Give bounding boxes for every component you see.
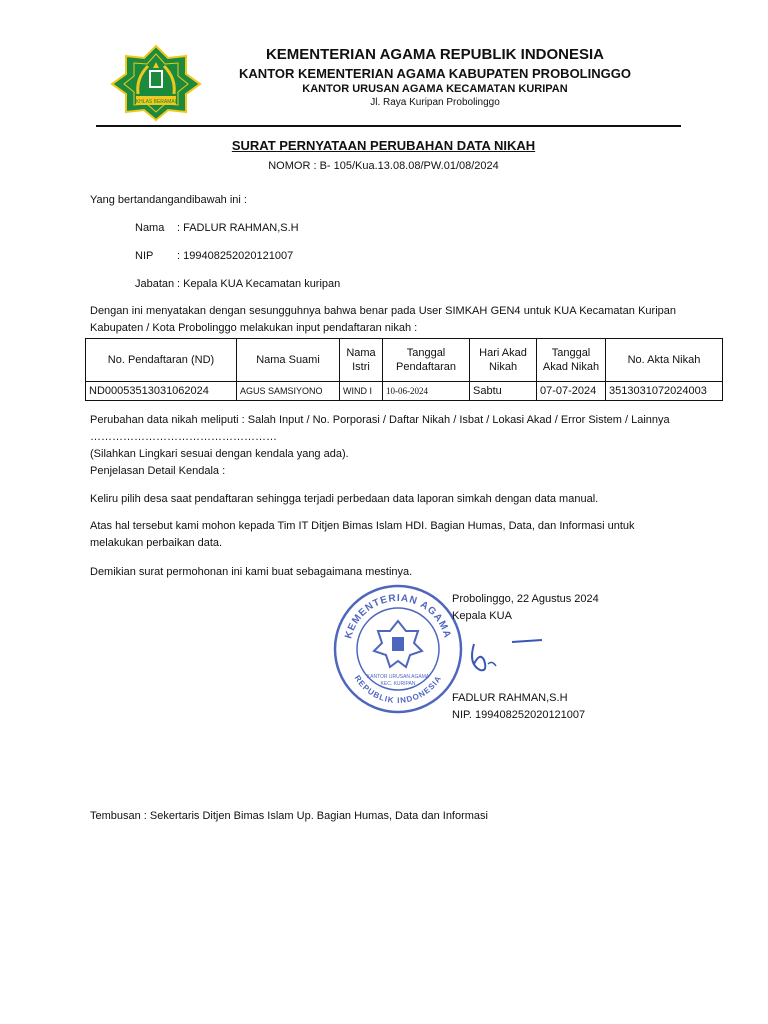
header-divider <box>96 125 681 127</box>
handwritten-signature <box>466 634 556 684</box>
stamp-inner-text: KANTOR URUSAN AGAMA <box>366 674 430 680</box>
cell-registration-date: 10-06-2024 <box>383 382 470 401</box>
header-address: Jl. Raya Kuripan Probolinggo <box>370 97 500 108</box>
signature-nip: NIP. 199408252020121007 <box>452 709 586 721</box>
problem-detail-text: Keliru pilih desa saat pendaftaran sehingga terjadi perbedaan data laporan simkah dengan data manual. <box>90 493 599 505</box>
header-registration-date: Tanggal Pendaftaran <box>383 339 470 382</box>
header-husband-name: Nama Suami <box>237 339 340 382</box>
stamp-top-text: KEMENTERIAN AGAMA <box>343 592 453 640</box>
closing-text: Demikian surat permohonan ini kami buat sebagaimana mestinya. <box>90 566 413 578</box>
table-header-row <box>86 339 723 382</box>
official-stamp <box>332 583 464 715</box>
cell-wedding-day: Sabtu <box>470 382 537 401</box>
signer-position-value: : Kepala KUA Kecamatan kuripan <box>177 278 341 290</box>
table-row <box>86 382 723 401</box>
cell-wife-name: WIND I <box>340 382 383 401</box>
signer-nip-row <box>135 248 293 265</box>
change-scope-text: Perubahan data nikah meliputi : Salah Input / No. Porporasi / Daftar Nikah / Isbat / Lokasi Akad / Error Sistem / Lainnya …………………………………………… <box>90 414 670 443</box>
signer-position-label: Jabatan <box>135 278 175 290</box>
signature-name: FADLUR RAHMAN,S.H <box>452 692 568 704</box>
cell-registration-number: ND00053513031062024 <box>86 382 237 401</box>
signature-position: Kepala KUA <box>452 610 512 622</box>
cell-certificate-number: 3513031072024003 <box>606 382 723 401</box>
circle-instruction: (Silahkan Lingkari sesuai dengan kendala yang ada). <box>90 448 349 460</box>
signature-place-date: Probolinggo, 22 Agustus 2024 <box>452 593 599 605</box>
signer-nip-value: : 199408252020121007 <box>177 250 294 262</box>
stamp-inner-text-2: KEC. KURIPAN <box>380 681 416 687</box>
document-number: NOMOR : B- 105/Kua.13.08.08/PW.01/08/2024 <box>268 160 499 172</box>
carbon-copy-text: Tembusan : Sekertaris Ditjen Bimas Islam Up. Bagian Humas, Data dan Informasi <box>90 810 488 822</box>
signer-name-label: Nama <box>135 222 165 234</box>
logo-text: IKHLAS BERAMAL <box>134 99 178 105</box>
statement-text: Dengan ini menyatakan dengan sesungguhnya bahwa benar pada User SIMKAH GEN4 untuk KUA Kecamatan Kuripan Kabupaten / Kota Probolinggo melakukan input pendaftaran nikah : <box>90 305 676 334</box>
stamp-bottom-text: REPUBLIK INDONESIA <box>352 673 444 706</box>
ministry-logo <box>108 44 204 122</box>
signer-name-value: : FADLUR RAHMAN,S.H <box>177 222 299 234</box>
header-wife-name: Nama Istri <box>340 339 383 382</box>
header-wedding-day: Hari Akad Nikah <box>470 339 537 382</box>
header-wedding-date: Tanggal Akad Nikah <box>537 339 606 382</box>
signer-name-row <box>135 220 299 237</box>
request-text: Atas hal tersebut kami mohon kepada Tim IT Ditjen Bimas Islam HDI. Bagian Humas, Data, dan Informasi untuk melakukan perbaikan data. <box>90 520 635 549</box>
registration-table <box>85 338 723 401</box>
cell-husband-name: AGUS SAMSIYONO <box>237 382 340 401</box>
header-ministry: KEMENTERIAN AGAMA REPUBLIK INDONESIA <box>265 46 605 63</box>
intro-text: Yang bertandangandibawah ini : <box>90 194 247 206</box>
document-title: SURAT PERNYATAAN PERUBAHAN DATA NIKAH <box>231 138 536 153</box>
signer-position-row <box>135 276 340 293</box>
problem-detail-label: Penjelasan Detail Kendala : <box>90 465 226 477</box>
cell-wedding-date: 07-07-2024 <box>537 382 606 401</box>
header-office: KANTOR KEMENTERIAN AGAMA KABUPATEN PROBOLINGGO <box>239 66 631 81</box>
signer-nip-label: NIP <box>135 250 154 262</box>
header-registration-number: No. Pendaftaran (ND) <box>86 339 237 382</box>
header-kua: KANTOR URUSAN AGAMA KECAMATAN KURIPAN <box>302 83 568 95</box>
header-certificate-number: No. Akta Nikah <box>606 339 723 382</box>
